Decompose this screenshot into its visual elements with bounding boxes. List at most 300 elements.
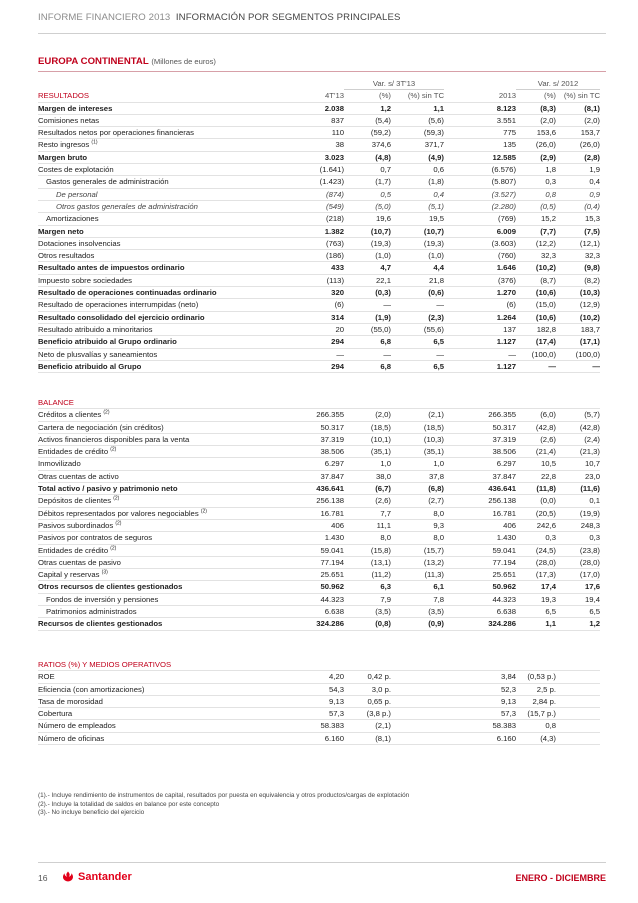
row-label <box>38 593 258 605</box>
cell-value: 37,8 <box>391 470 444 482</box>
cell-value: (760) <box>444 250 516 262</box>
cell-value: 1.646 <box>444 262 516 274</box>
cell-value: 17,4 <box>516 581 556 593</box>
cell-value: (59,3) <box>391 127 444 139</box>
table-row <box>38 507 600 519</box>
cell-value: 320 <box>258 287 344 299</box>
cell-value: (11,2) <box>344 569 391 581</box>
cell-value: 7,8 <box>391 593 444 605</box>
cell-value: 1,8 <box>516 164 556 176</box>
cell-value: (11,6) <box>556 483 600 495</box>
cell-value: (12,9) <box>556 299 600 311</box>
cell-value: — <box>344 348 391 360</box>
cell-value: 19,6 <box>344 213 391 225</box>
row-label <box>38 618 258 630</box>
row-label-text: Otras cuentas de activo <box>38 471 119 481</box>
cell-value: 0,3 <box>516 176 556 188</box>
cell-value: 6.638 <box>444 606 516 618</box>
footnote: (1).- Incluye rendimiento de instrumentos de capital, resultados por puesta en equivalencia y otros productos/cargas de explotación <box>38 792 410 799</box>
row-label-text: Créditos a clientes <box>38 410 102 420</box>
cell-value: 37.319 <box>258 433 344 445</box>
cell-value: (19,3) <box>391 237 444 249</box>
cell-value: 6,5 <box>391 336 444 348</box>
row-label <box>38 114 258 126</box>
cell-value: (769) <box>444 213 516 225</box>
cell-value: 57,3 <box>258 708 344 720</box>
cell-value: (8,1) <box>556 102 600 114</box>
cell-value: 59.041 <box>258 544 344 556</box>
cell-value: 0,4 <box>391 188 444 200</box>
table-row <box>38 458 600 470</box>
cell-value: 7,7 <box>344 507 391 519</box>
cell-value: (17,4) <box>516 336 556 348</box>
table-row <box>38 732 600 744</box>
table-row <box>38 720 600 732</box>
cell-value: 50.317 <box>444 421 516 433</box>
cell-value: — <box>444 348 516 360</box>
row-label <box>38 519 258 531</box>
cell-value: 8,0 <box>391 532 444 544</box>
cell-value: (4,8) <box>344 151 391 163</box>
flame-icon <box>62 871 74 883</box>
cell-value: 6.160 <box>258 732 344 744</box>
footnote: (2).- Incluye la totalidad de saldos en balance por este concepto <box>38 800 220 808</box>
cell-value: 4,4 <box>391 262 444 274</box>
cell-value: 2,5 p. <box>516 683 556 695</box>
ratios-body <box>38 671 600 745</box>
segment-title <box>38 56 216 67</box>
group-header-quarter: Var. s/ 3T'13 <box>344 78 444 90</box>
cell-value: 77.194 <box>444 556 516 568</box>
row-label-text: Resultado de operaciones interrumpidas (neto) <box>38 300 199 310</box>
cell-value: 8,0 <box>344 532 391 544</box>
row-label-text: Comisiones netas <box>38 115 100 125</box>
cell-value: 775 <box>444 127 516 139</box>
cell-value: (763) <box>258 237 344 249</box>
cell-value: 0,8 <box>516 720 556 732</box>
cell-value: (10,2) <box>556 311 600 323</box>
cell-value: (6,0) <box>516 409 556 421</box>
cell-value: (3,8 p.) <box>344 708 391 720</box>
cell-value: 1.382 <box>258 225 344 237</box>
table-row <box>38 618 600 630</box>
results-table <box>38 78 600 373</box>
cell-value: 1,9 <box>556 164 600 176</box>
cell-value: (13,1) <box>344 556 391 568</box>
row-label <box>38 446 258 458</box>
balance-table <box>38 397 600 631</box>
cell-value: 15,2 <box>516 213 556 225</box>
report-header-title: INFORME FINANCIERO 2013 <box>38 12 171 23</box>
table-row <box>38 569 600 581</box>
cell-value: 6,3 <box>344 581 391 593</box>
row-label <box>38 495 258 507</box>
row-label-text: Pasivos por contratos de seguros <box>38 533 153 543</box>
cell-value: 153,6 <box>516 127 556 139</box>
table-row <box>38 287 600 299</box>
table-row <box>38 683 600 695</box>
column-group-row <box>38 78 600 90</box>
cell-value: 8.123 <box>444 102 516 114</box>
segment-divider <box>38 71 606 72</box>
cell-value: 6,5 <box>516 606 556 618</box>
segment-name: EUROPA CONTINENTAL <box>38 56 149 67</box>
table-row <box>38 348 600 360</box>
cell-value: 1.430 <box>444 532 516 544</box>
cell-value: 25.651 <box>258 569 344 581</box>
cell-value: (2,0) <box>556 114 600 126</box>
cell-value: 50.962 <box>444 581 516 593</box>
row-label-text: Otros gastos generales de administración <box>56 201 198 211</box>
row-label: Cobertura <box>38 708 258 720</box>
cell-value: (35,1) <box>344 446 391 458</box>
table-row <box>38 421 600 433</box>
cell-value: (1,0) <box>344 250 391 262</box>
cell-value: 6.160 <box>444 732 516 744</box>
cell-value: 50.317 <box>258 421 344 433</box>
table-row <box>38 127 600 139</box>
cell-value: (0,4) <box>556 200 600 212</box>
footnote-ref: (2) <box>110 545 117 551</box>
row-label-text: Otros recursos de clientes gestionados <box>38 582 183 592</box>
cell-value: 6.297 <box>444 458 516 470</box>
row-label-text: Inmovilizado <box>38 459 81 469</box>
row-label-text: Resultado antes de impuestos ordinario <box>38 263 185 273</box>
cell-value: (10,6) <box>516 311 556 323</box>
row-label <box>38 200 258 212</box>
cell-value: 25.651 <box>444 569 516 581</box>
cell-value: — <box>516 360 556 372</box>
row-label <box>38 311 258 323</box>
cell-value: 1.264 <box>444 311 516 323</box>
table-row <box>38 470 600 482</box>
cell-value: (1,0) <box>391 250 444 262</box>
footnote-ref: (2) <box>200 508 207 515</box>
column-header: 4T'13 <box>258 90 344 102</box>
cell-value: (6.576) <box>444 164 516 176</box>
cell-value: (28,0) <box>556 556 600 568</box>
cell-value: 0,6 <box>391 164 444 176</box>
row-label-text: Resultados netos por operaciones financieras <box>38 128 194 138</box>
table-row <box>38 139 600 151</box>
cell-value: 436.641 <box>258 483 344 495</box>
cell-value: (15,7) <box>391 544 444 556</box>
cell-value: (376) <box>444 274 516 286</box>
row-label <box>38 606 258 618</box>
cell-value: 58.383 <box>444 720 516 732</box>
row-label-text: Activos financieros disponibles para la venta <box>38 434 190 444</box>
empty-cell <box>391 695 444 707</box>
table-row <box>38 323 600 335</box>
cell-value: 4,20 <box>258 671 344 683</box>
cell-value: 37.847 <box>258 470 344 482</box>
row-label-text: Resultado atribuido a minoritarios <box>38 324 153 334</box>
cell-value: (18,5) <box>391 421 444 433</box>
cell-value: 10,7 <box>556 458 600 470</box>
cell-value: (1,8) <box>391 176 444 188</box>
cell-value: 182,8 <box>516 323 556 335</box>
row-label-text: Otras cuentas de pasivo <box>38 557 121 567</box>
cell-value: (2,6) <box>344 495 391 507</box>
footnote-ref: (2) <box>113 495 120 502</box>
cell-value: 44.323 <box>444 593 516 605</box>
row-label <box>38 139 258 151</box>
table-row <box>38 532 600 544</box>
cell-value: 6,5 <box>556 606 600 618</box>
empty-cell <box>556 732 600 744</box>
row-label-text: Entidades de crédito <box>38 545 109 555</box>
ratios-table <box>38 659 600 745</box>
cell-value: 1.127 <box>444 336 516 348</box>
row-label <box>38 433 258 445</box>
cell-value: (1,7) <box>344 176 391 188</box>
cell-value: 0,3 <box>556 532 600 544</box>
cell-value: (0,0) <box>516 495 556 507</box>
report-period: ENERO - DICIEMBRE <box>515 873 606 883</box>
cell-value: — <box>556 360 600 372</box>
cell-value: (17,1) <box>556 336 600 348</box>
column-header: (%) <box>344 90 391 102</box>
cell-value: 294 <box>258 360 344 372</box>
footnote-ref: (2) <box>115 520 122 527</box>
row-label <box>38 421 258 433</box>
row-label <box>38 188 258 200</box>
table-row <box>38 188 600 200</box>
cell-value: (26,0) <box>516 139 556 151</box>
cell-value: (5,6) <box>391 114 444 126</box>
cell-value: (17,3) <box>516 569 556 581</box>
cell-value: 266.355 <box>258 409 344 421</box>
cell-value: 38.506 <box>258 446 344 458</box>
cell-value: 0,8 <box>516 188 556 200</box>
cell-value: 10,5 <box>516 458 556 470</box>
cell-value: (9,8) <box>556 262 600 274</box>
cell-value: (1,9) <box>344 311 391 323</box>
cell-value: 19,4 <box>556 593 600 605</box>
cell-value: 17,6 <box>556 581 600 593</box>
footnote-ref: (1) <box>91 139 98 146</box>
cell-value: 0,1 <box>556 495 600 507</box>
cell-value: (35,1) <box>391 446 444 458</box>
cell-value: (1.423) <box>258 176 344 188</box>
row-label-text: Amortizaciones <box>46 214 99 224</box>
cell-value: (24,5) <box>516 544 556 556</box>
cell-value: (3.603) <box>444 237 516 249</box>
cell-value: 3.551 <box>444 114 516 126</box>
footnotes <box>38 792 409 818</box>
row-label <box>38 299 258 311</box>
empty-cell <box>391 683 444 695</box>
row-label <box>38 483 258 495</box>
cell-value: 52,3 <box>444 683 516 695</box>
table-row <box>38 164 600 176</box>
cell-value: (0,5) <box>516 200 556 212</box>
cell-value: (3,5) <box>344 606 391 618</box>
cell-value: 2.038 <box>258 102 344 114</box>
cell-value: (6) <box>444 299 516 311</box>
row-label-text: Margen bruto <box>38 152 88 162</box>
balance-heading: BALANCE <box>38 397 258 409</box>
row-label-text: Resultado de operaciones continuadas ordinario <box>38 288 217 298</box>
header-divider <box>38 33 606 34</box>
cell-value: 37.847 <box>444 470 516 482</box>
cell-value: 16.781 <box>258 507 344 519</box>
row-label <box>38 360 258 372</box>
footnote: (3).- No incluye beneficio del ejercicio <box>38 809 145 817</box>
row-label <box>38 470 258 482</box>
cell-value: (18,5) <box>344 421 391 433</box>
footnote-ref: (3) <box>101 569 108 576</box>
cell-value: (5,7) <box>556 409 600 421</box>
empty-cell <box>556 683 600 695</box>
empty-cell <box>556 720 600 732</box>
cell-value: (4,9) <box>391 151 444 163</box>
cell-value: 0,5 <box>344 188 391 200</box>
table-row <box>38 695 600 707</box>
cell-value: (2,1) <box>391 409 444 421</box>
ratios-heading-row <box>38 659 600 671</box>
row-label-text: Capital y reservas <box>38 570 100 580</box>
cell-value: 54,3 <box>258 683 344 695</box>
table-row <box>38 151 600 163</box>
cell-value: 1.430 <box>258 532 344 544</box>
table-row <box>38 262 600 274</box>
cell-value: 1,2 <box>556 618 600 630</box>
cell-value: 183,7 <box>556 323 600 335</box>
table-row <box>38 114 600 126</box>
cell-value: (3,5) <box>391 606 444 618</box>
row-label <box>38 213 258 225</box>
cell-value: (15,8) <box>344 544 391 556</box>
cell-value: 6.009 <box>444 225 516 237</box>
row-label: Eficiencia (con amortizaciones) <box>38 683 258 695</box>
row-label-text: Patrimonios administrados <box>46 607 137 617</box>
cell-value: 324.286 <box>258 618 344 630</box>
cell-value: 242,6 <box>516 519 556 531</box>
cell-value: 3,84 <box>444 671 516 683</box>
cell-value: 23,0 <box>556 470 600 482</box>
cell-value: (21,4) <box>516 446 556 458</box>
table-row <box>38 593 600 605</box>
table-row <box>38 581 600 593</box>
cell-value: (186) <box>258 250 344 262</box>
row-label <box>38 176 258 188</box>
footnote-ref: (2) <box>110 446 117 453</box>
table-row <box>38 213 600 225</box>
cell-value: 15,3 <box>556 213 600 225</box>
cell-value: (15,0) <box>516 299 556 311</box>
empty-cell <box>556 695 600 707</box>
cell-value: (2,9) <box>516 151 556 163</box>
row-label <box>38 556 258 568</box>
column-header: (%) sin TC <box>556 90 600 102</box>
cell-value: (10,7) <box>344 225 391 237</box>
cell-value: (5.807) <box>444 176 516 188</box>
cell-value: 21,8 <box>391 274 444 286</box>
cell-value: 837 <box>258 114 344 126</box>
cell-value: 22,8 <box>516 470 556 482</box>
cell-value: (59,2) <box>344 127 391 139</box>
cell-value: (6,7) <box>344 483 391 495</box>
cell-value: 1,1 <box>391 102 444 114</box>
cell-value: 7,9 <box>344 593 391 605</box>
table-row <box>38 495 600 507</box>
table-row <box>38 544 600 556</box>
cell-value: (2,1) <box>344 720 391 732</box>
row-label-text: Margen neto <box>38 226 84 236</box>
row-label-text: Dotaciones insolvencias <box>38 238 121 248</box>
row-label-text: Otros resultados <box>38 251 95 261</box>
cell-value: (549) <box>258 200 344 212</box>
cell-value: (0,8) <box>344 618 391 630</box>
table-row <box>38 556 600 568</box>
cell-value: (5,0) <box>344 200 391 212</box>
cell-value: (113) <box>258 274 344 286</box>
cell-value: 57,3 <box>444 708 516 720</box>
cell-value: (10,1) <box>344 433 391 445</box>
cell-value: 1,2 <box>344 102 391 114</box>
cell-value: (8,2) <box>556 274 600 286</box>
cell-value: 256.138 <box>258 495 344 507</box>
cell-value: 110 <box>258 127 344 139</box>
cell-value: 0,7 <box>344 164 391 176</box>
cell-value: 6,5 <box>391 360 444 372</box>
table-row <box>38 237 600 249</box>
row-label-text: Débitos representados por valores negociables <box>38 508 199 518</box>
table-row <box>38 311 600 323</box>
page-number: 16 <box>38 873 48 883</box>
cell-value: (26,0) <box>556 139 600 151</box>
row-label-text: Neto de plusvalías y saneamientos <box>38 349 158 359</box>
row-label <box>38 348 258 360</box>
cell-value: 38 <box>258 139 344 151</box>
row-label <box>38 274 258 286</box>
cell-value: (2,3) <box>391 311 444 323</box>
cell-value: (5,4) <box>344 114 391 126</box>
ratios-heading: RATIOS (%) Y MEDIOS OPERATIVOS <box>38 659 258 671</box>
cell-value: (10,3) <box>391 433 444 445</box>
cell-value: 1,0 <box>391 458 444 470</box>
cell-value: (8,7) <box>516 274 556 286</box>
row-label <box>38 237 258 249</box>
cell-value: (15,7 p.) <box>516 708 556 720</box>
cell-value: (7,5) <box>556 225 600 237</box>
balance-heading-row <box>38 397 600 409</box>
cell-value: 12.585 <box>444 151 516 163</box>
cell-value: 32,3 <box>516 250 556 262</box>
cell-value: 19,5 <box>391 213 444 225</box>
cell-value: 32,3 <box>556 250 600 262</box>
cell-value: (874) <box>258 188 344 200</box>
row-label-text: Margen de intereses <box>38 103 113 113</box>
report-header <box>38 12 400 23</box>
results-body <box>38 102 600 373</box>
group-header-year: Var. s/ 2012 <box>516 78 600 90</box>
cell-value: (42,8) <box>516 421 556 433</box>
cell-value: (2,4) <box>556 433 600 445</box>
cell-value: (2,0) <box>516 114 556 126</box>
cell-value: (10,6) <box>516 287 556 299</box>
row-label <box>38 250 258 262</box>
cell-value: (2,0) <box>344 409 391 421</box>
cell-value: (6) <box>258 299 344 311</box>
row-label: ROE <box>38 671 258 683</box>
row-label-text: Beneficio atribuido al Grupo <box>38 361 142 371</box>
cell-value: 2,84 p. <box>516 695 556 707</box>
cell-value: (55,0) <box>344 323 391 335</box>
cell-value: (12,1) <box>556 237 600 249</box>
row-label <box>38 287 258 299</box>
